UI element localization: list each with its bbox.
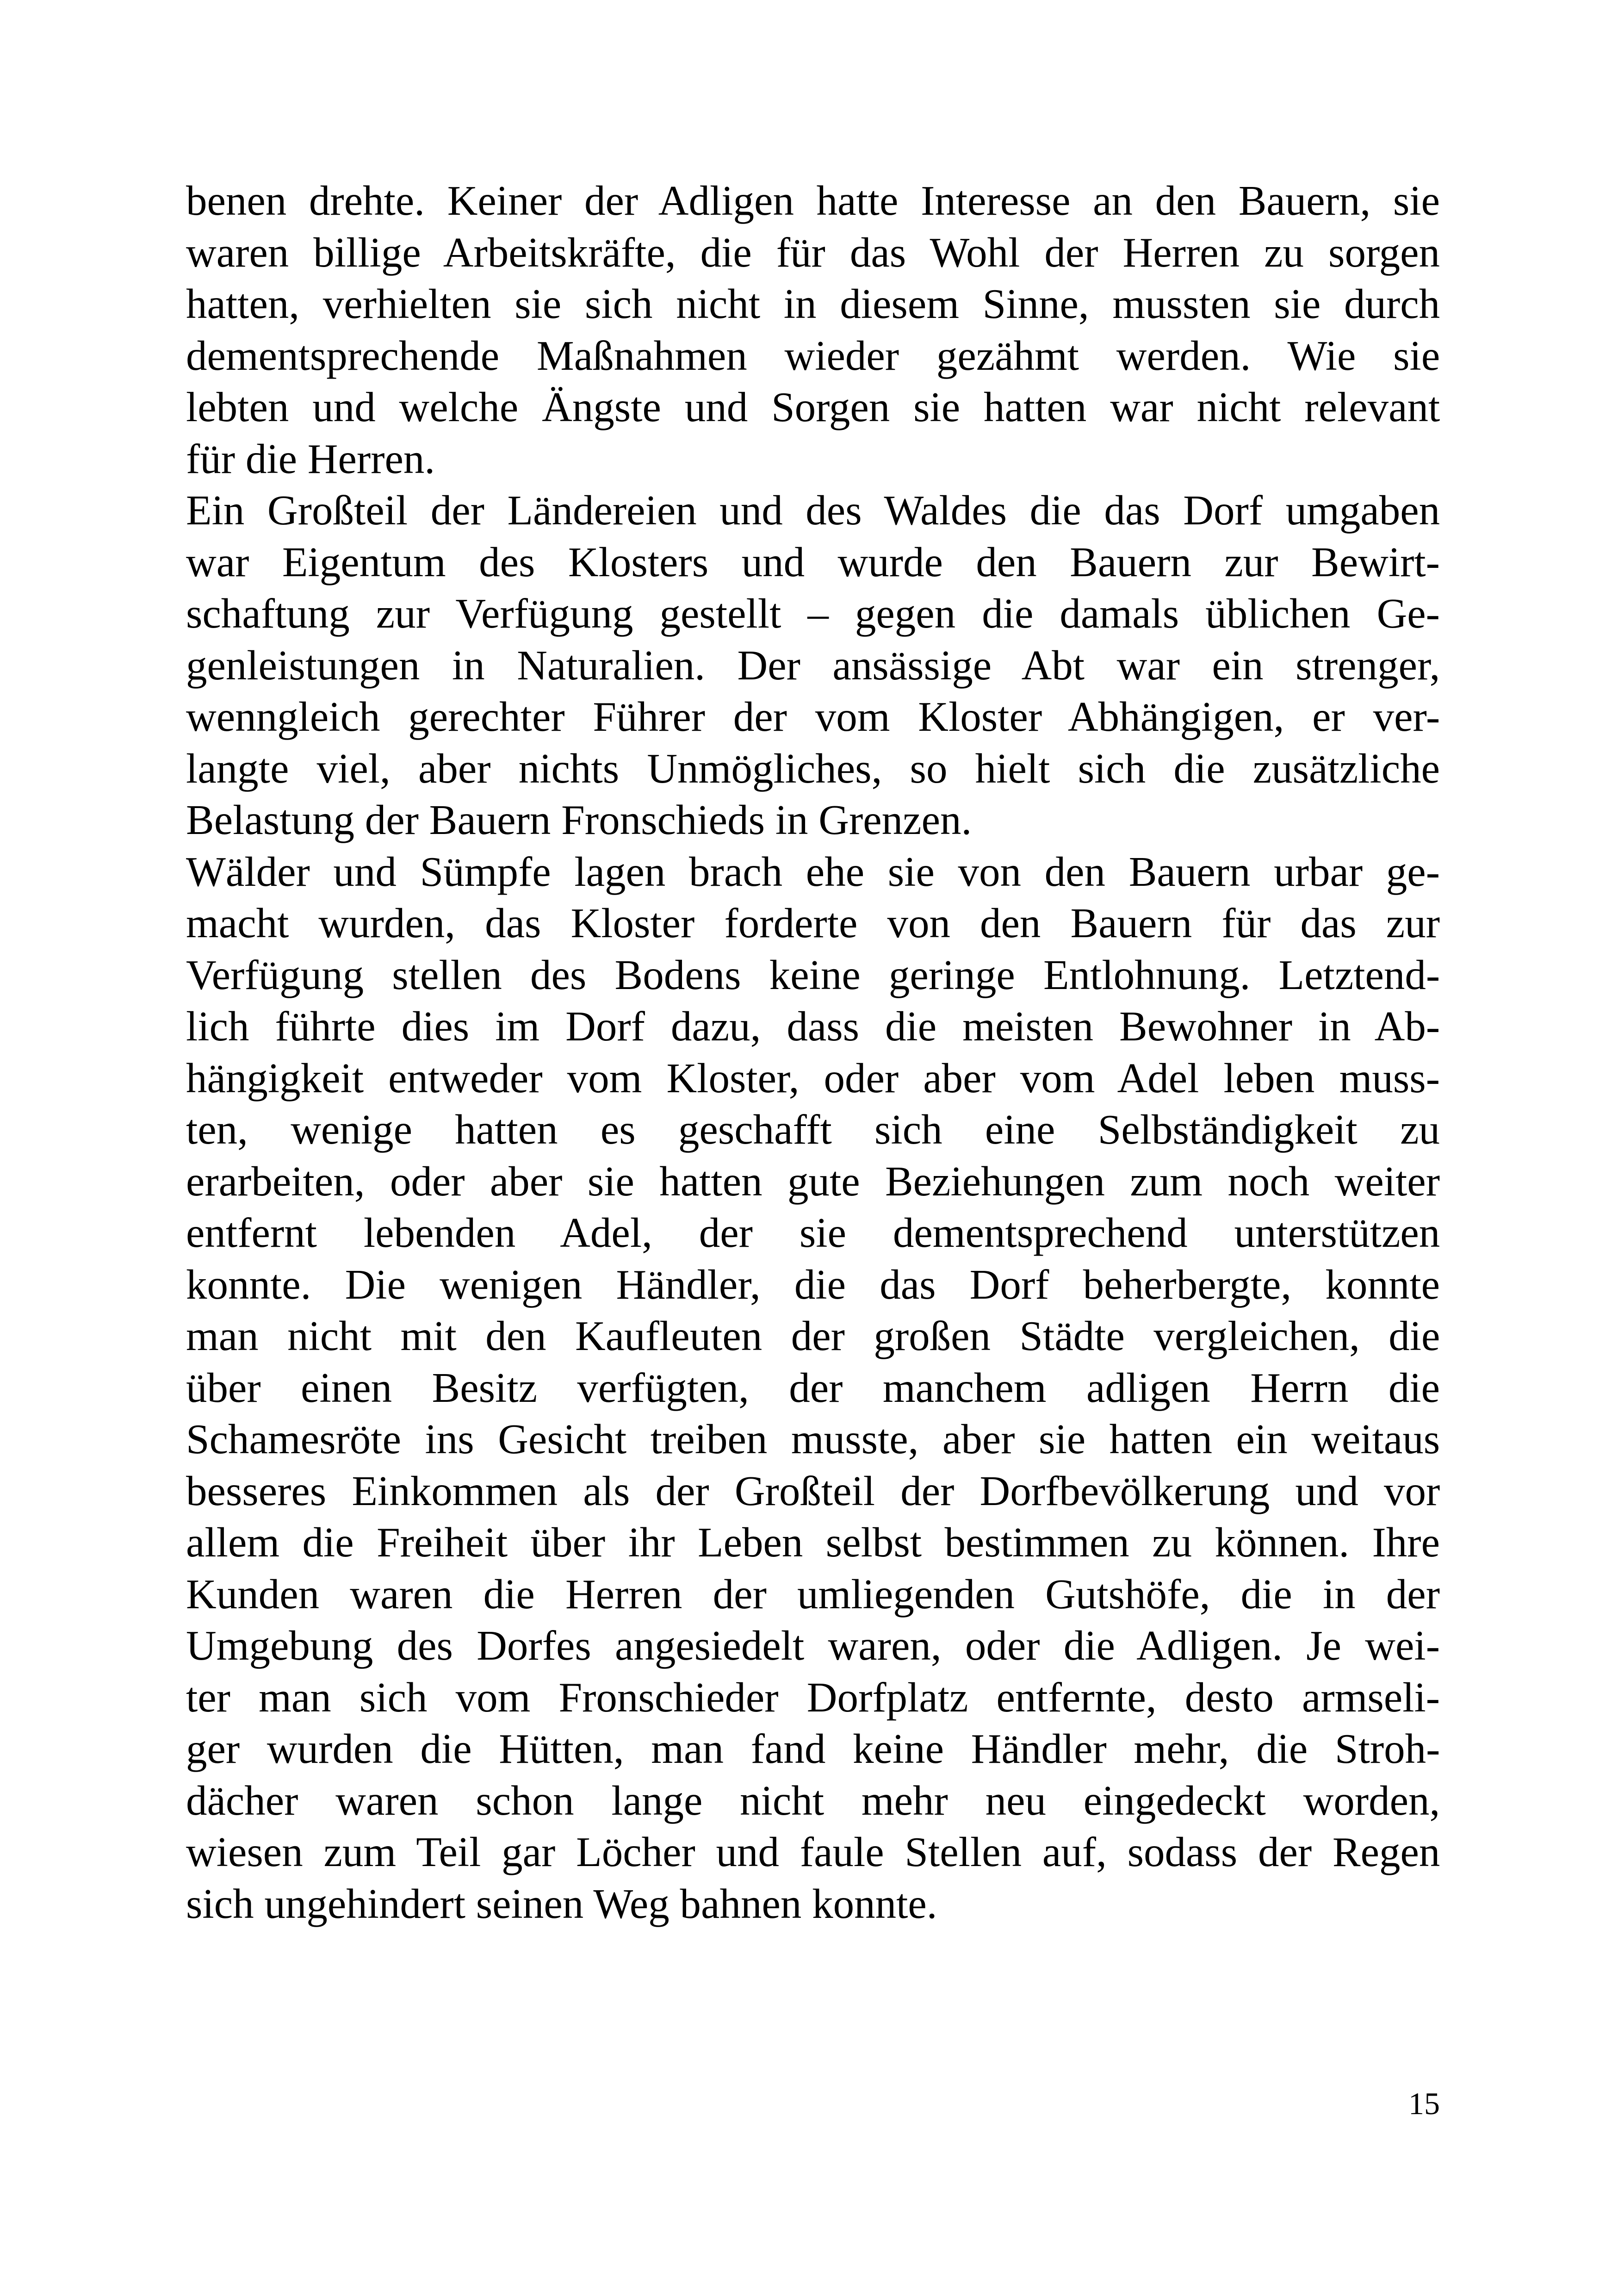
text-line: Wälder und Sümpfe lagen brach ehe sie von den Bauern urbar ge- [186, 848, 1440, 895]
text-line: hängigkeit entweder vom Kloster, oder aber vom Adel leben muss- [186, 1054, 1440, 1101]
text-line: wenngleich gerechter Führer der vom Kloster Abhängigen, er ver- [186, 693, 1440, 740]
text-line: allem die Freiheit über ihr Leben selbst bestimmen zu können. Ihre [186, 1519, 1440, 1566]
text-line: Ein Großteil der Ländereien und des Waldes die das Dorf umgaben [186, 487, 1440, 534]
text-line: langte viel, aber nichts Unmögliches, so hielt sich die zusätzliche [186, 745, 1440, 792]
text-line: Belastung der Bauern Fronschieds in Grenzen. [186, 796, 972, 843]
page-number: 15 [1408, 2086, 1440, 2121]
text-line: sich ungehindert seinen Weg bahnen konnte. [186, 1880, 937, 1927]
text-line: Schamesröte ins Gesicht treiben musste, aber sie hatten ein weitaus [186, 1416, 1440, 1462]
text-line: für die Herren. [186, 435, 435, 482]
text-line: ger wurden die Hütten, man fand keine Händler mehr, die Stroh- [186, 1725, 1440, 1772]
text-line: macht wurden, das Kloster forderte von den Bauern für das zur [186, 900, 1440, 946]
text-line: über einen Besitz verfügten, der manchem adligen Herrn die [186, 1364, 1440, 1411]
text-line: Kunden waren die Herren der umliegenden Gutshöfe, die in der [186, 1570, 1440, 1618]
text-line: lich führte dies im Dorf dazu, dass die meisten Bewohner in Ab- [186, 1003, 1440, 1050]
text-line: lebten und welche Ängste und Sorgen sie hatten war nicht relevant [186, 384, 1440, 430]
text-line: war Eigentum des Klosters und wurde den Bauern zur Bewirt- [186, 538, 1440, 585]
text-line: hatten, verhielten sie sich nicht in diesem Sinne, mussten sie durch [186, 280, 1440, 327]
text-line: benen drehte. Keiner der Adligen hatte Interesse an den Bauern, sie [186, 177, 1440, 224]
text-line: dementsprechende Maßnahmen wieder gezähmt werden. Wie sie [186, 332, 1440, 379]
text-line: konnte. Die wenigen Händler, die das Dorf beherbergte, konnte [186, 1261, 1440, 1308]
text-line: man nicht mit den Kaufleuten der großen Städte vergleichen, die [186, 1313, 1440, 1359]
text-line: schaftung zur Verfügung gestellt – gegen die damals üblichen Ge- [186, 590, 1440, 637]
text-line: wiesen zum Teil gar Löcher und faule Stellen auf, sodass der Regen [186, 1829, 1440, 1875]
text-line: ten, wenige hatten es geschafft sich eine Selbständigkeit zu [186, 1106, 1440, 1153]
text-line: erarbeiten, oder aber sie hatten gute Beziehungen zum noch weiter [186, 1157, 1440, 1205]
body-text [186, 175, 1440, 1929]
text-line: Umgebung des Dorfes angesiedelt waren, oder die Adligen. Je wei- [186, 1622, 1440, 1669]
text-line: dächer waren schon lange nicht mehr neu eingedeckt worden, [186, 1777, 1440, 1824]
text-line: genleistungen in Naturalien. Der ansässige Abt war ein strenger, [186, 641, 1440, 689]
text-line: ter man sich vom Fronschieder Dorfplatz entfernte, desto armseli- [186, 1674, 1440, 1721]
text-line: Verfügung stellen des Bodens keine geringe Entlohnung. Letztend- [186, 951, 1440, 998]
text-line: waren billige Arbeitskräfte, die für das Wohl der Herren zu sorgen [186, 229, 1440, 276]
text-line: besseres Einkommen als der Großteil der Dorfbevölkerung und vor [186, 1467, 1440, 1514]
text-line: entfernt lebenden Adel, der sie dementsprechend unterstützen [186, 1209, 1440, 1256]
